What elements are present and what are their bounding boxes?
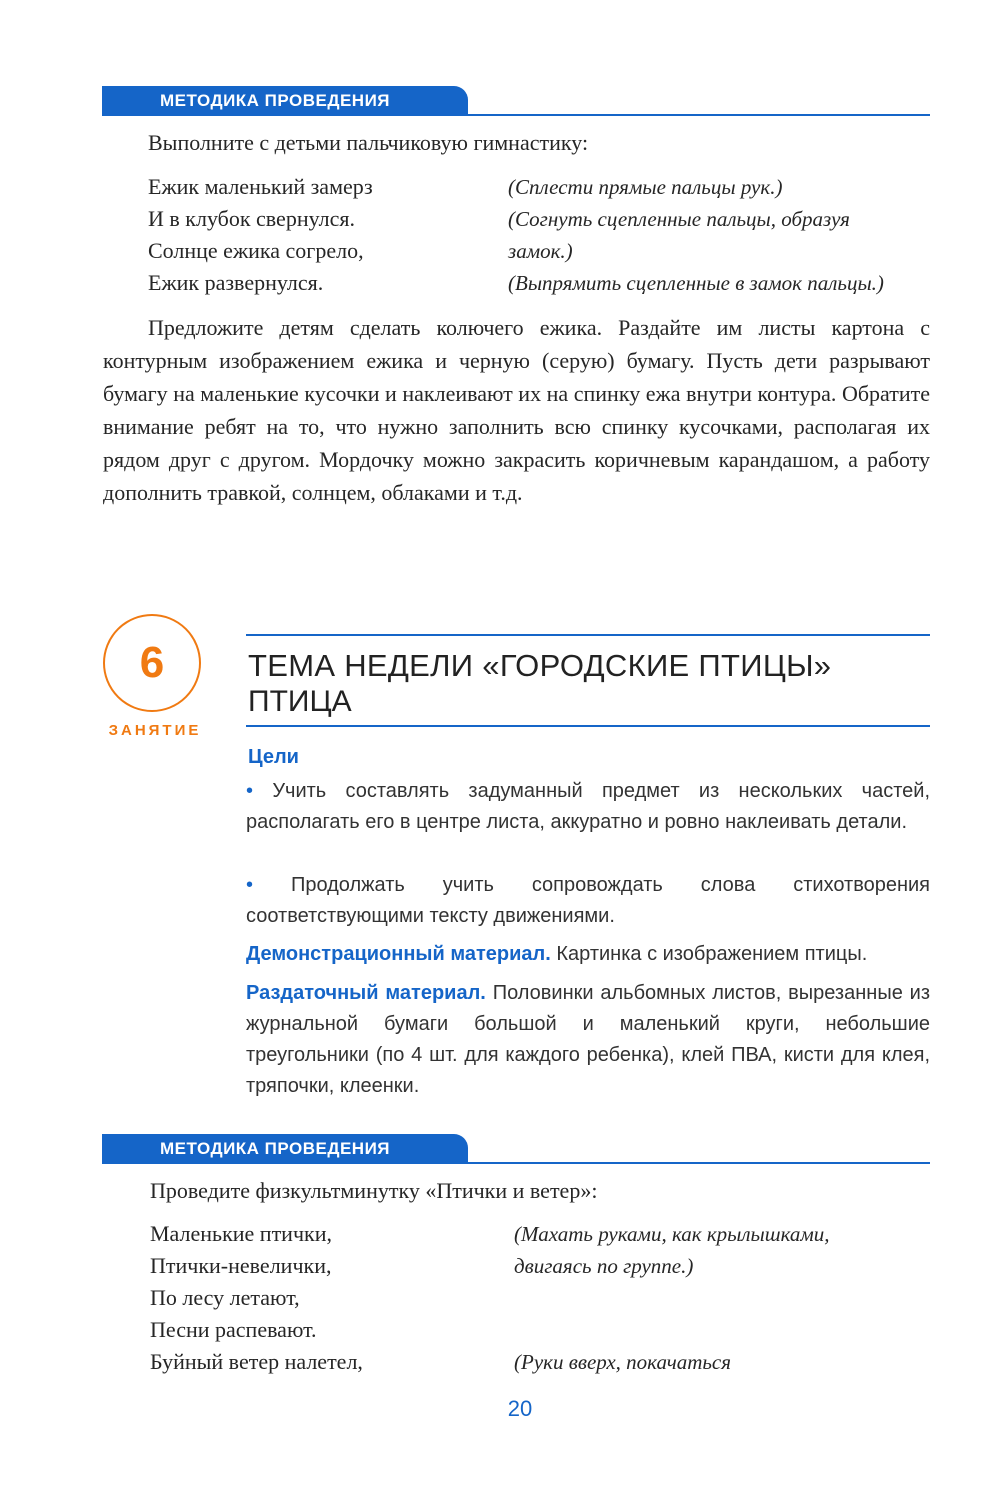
intro-text: Проведите физкультминутку «Птички и ветер»: bbox=[150, 1178, 598, 1203]
demo-text: Картинка с изображением птицы. bbox=[556, 943, 868, 965]
page-number: 20 bbox=[507, 1396, 533, 1421]
verse-line: Песни распевают. bbox=[150, 1317, 317, 1342]
handout-label: Раздаточный материал. bbox=[246, 982, 486, 1004]
verse-line: По лесу летают, bbox=[150, 1285, 300, 1310]
verse-line: Ежик развернулся. bbox=[148, 270, 324, 295]
section-header bbox=[102, 86, 930, 116]
goal-item bbox=[246, 776, 930, 838]
lesson-title: ТЕМА НЕДЕЛИ «ГОРОДСКИЕ ПТИЦЫ» bbox=[248, 648, 832, 683]
instruction-line: замок.) bbox=[508, 239, 573, 263]
handout-text: Половинки альбомных листов, вырезанные из журнальной бумаги большой и маленький круги, небольшие треугольники (по 4 шт. для каждого ребенка), клей ПВА, кисти для клея, тряпочки, клеенки. bbox=[246, 982, 931, 1097]
lesson-subtitle: ПТИЦА bbox=[248, 685, 352, 718]
bullet-icon: • bbox=[246, 874, 254, 896]
title-rule-top bbox=[246, 634, 930, 636]
goal-text: Продолжать учить сопровождать слова стихотворения соответствующими тексту движениями. bbox=[246, 874, 931, 927]
verse-instructions bbox=[514, 1218, 830, 1282]
verse-left bbox=[148, 171, 373, 299]
verse-left bbox=[150, 1218, 363, 1378]
bullet-icon: • bbox=[246, 780, 254, 802]
title-rule-bottom bbox=[246, 725, 930, 727]
verse-line: Птички-невелички, bbox=[150, 1253, 332, 1278]
verse-line: И в клубок свернулся. bbox=[148, 206, 355, 231]
demo-label: Демонстрационный материал. bbox=[246, 943, 551, 965]
verse-line: Ежик маленький замерз bbox=[148, 174, 373, 199]
section-header-line bbox=[102, 114, 930, 116]
lesson-number-badge: 6 bbox=[103, 614, 201, 712]
instruction-line: (Сплести прямые пальцы рук.) bbox=[508, 175, 783, 199]
verse-line: Солнце ежика согрело, bbox=[148, 238, 364, 263]
verse-line: Маленькие птички, bbox=[150, 1221, 332, 1246]
instruction-line: (Руки вверх, покачаться bbox=[514, 1350, 732, 1374]
intro-text: Выполните с детьми пальчиковую гимнастику: bbox=[148, 130, 589, 155]
verse-line: Буйный ветер налетел, bbox=[150, 1349, 363, 1374]
instruction-line: (Согнуть сцепленные пальцы, образуя bbox=[508, 207, 850, 231]
goals-heading: Цели bbox=[248, 746, 299, 768]
instruction-line: (Выпрямить сцепленные в замок пальцы.) bbox=[508, 271, 884, 295]
handout-material bbox=[246, 978, 930, 1102]
instruction-line: двигаясь по группе.) bbox=[514, 1254, 694, 1278]
section-header-label: МЕТОДИКА ПРОВЕДЕНИЯ bbox=[102, 1134, 468, 1164]
verse-instructions bbox=[508, 171, 884, 299]
goal-text: Учить составлять задуманный предмет из нескольких частей, располагать его в центре листа, аккуратно и ровно наклеивать детали. bbox=[246, 780, 930, 833]
instruction-line: (Махать руками, как крылышками, bbox=[514, 1222, 830, 1246]
body-paragraph: Предложите детям сделать колючего ежика. Раздайте им листы картона с контурным изображением ежика и черную (серую) бумагу. Пусть дети разрывают бумагу на маленькие кусочки и наклеивают их на спинку ежа внутри контура. Обратите внимание ребят на то, что нужно заполнить всю спинку кусочками, располагая их рядом друг с другом. Мордочку можно закрасить коричневым карандашом, а работу дополнить травкой, солнцем, облаками и т.д. bbox=[103, 315, 930, 505]
section-header-line bbox=[102, 1162, 930, 1164]
demo-material bbox=[246, 939, 930, 970]
section-header bbox=[102, 1134, 930, 1164]
section-header-label: МЕТОДИКА ПРОВЕДЕНИЯ bbox=[102, 86, 468, 116]
lesson-label: ЗАНЯТИЕ bbox=[108, 722, 202, 739]
goal-item bbox=[246, 870, 930, 932]
